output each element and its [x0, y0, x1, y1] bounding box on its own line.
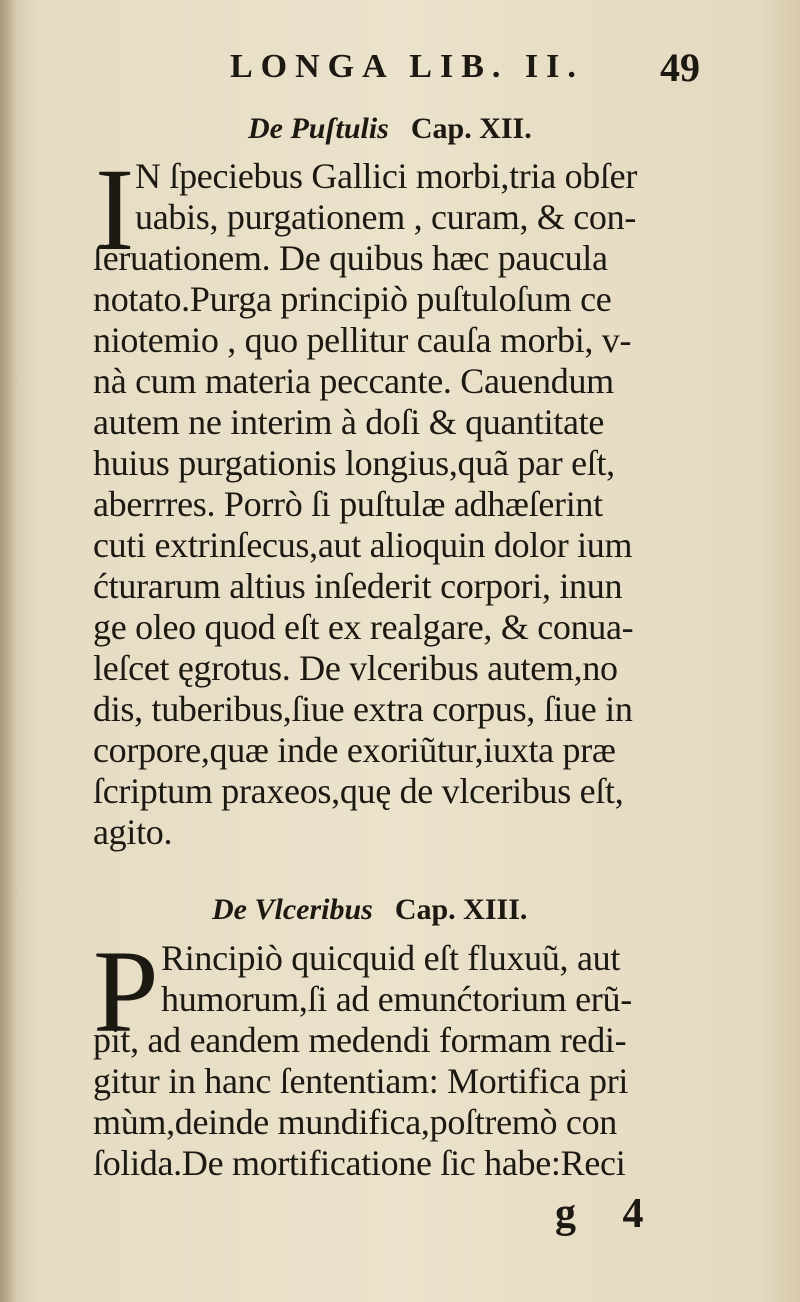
chapter-12-subject: De Puſtulis: [248, 112, 389, 145]
text-line: ćturarum altius inſederit corpori, inun: [93, 566, 623, 606]
chapter-12-text: [93, 144, 713, 853]
text-line: nà cum materia peccante. Cauendum: [93, 361, 614, 401]
text-line: uabis, purgationem , curam, & con-: [135, 197, 637, 237]
chapter-13-initial: P: [93, 926, 159, 1057]
text-line: aberrres. Porrò ſi puſtulæ adhæſerint: [93, 484, 603, 524]
text-line: gitur in hanc ſententiam: Mortifica pri: [93, 1061, 629, 1101]
text-line: ſolida.De mortificatione ſic habe:Reci: [93, 1143, 626, 1183]
chapter-12-number: Cap. XII.: [410, 112, 532, 145]
chapter-13-subject: De Vlceribus: [212, 893, 373, 926]
text-line: pit, ad eandem medendi formam redi-: [93, 1020, 627, 1060]
text-line: notato.Purga principiò puſtuloſum ce: [93, 279, 612, 319]
text-line: ſeruationem. De quibus hæc paucula: [93, 238, 608, 278]
page-number: 49: [660, 45, 700, 90]
text-line: autem ne interim à doſi & quantitate: [93, 402, 605, 442]
chapter-13-heading: [212, 893, 527, 927]
text-line: dis, tuberibus,ſiue extra corpus, ſiue in: [93, 689, 633, 729]
text-line: agito.: [93, 812, 173, 852]
text-line: ſcriptum praxeos,quę de vlceribus eſt,: [93, 771, 624, 811]
chapter-13-number: Cap. XIII.: [394, 893, 528, 926]
text-line: niotemio , quo pellitur cauſa morbi, v-: [93, 320, 632, 360]
text-line: humorum,ſi ad emunćtorium erũ-: [161, 979, 632, 1019]
signature-mark: g 4: [555, 1191, 662, 1237]
text-line: N ſpeciebus Gallici morbi,tria obſer: [135, 156, 638, 196]
running-head: [230, 40, 710, 100]
chapter-13-text: [93, 926, 713, 1184]
text-line: ge oleo quod eſt ex realgare, & conua-: [93, 607, 634, 647]
gutter-shadow: [0, 0, 18, 1302]
running-title: LONGA LIB. II.: [230, 48, 584, 85]
text-line: cuti extrinſecus,aut alioquin dolor ium: [93, 525, 633, 565]
chapter-12-heading: [248, 112, 532, 146]
chapter-12-initial: I: [95, 144, 135, 275]
text-line: huius purgationis longius,quã par eſt,: [93, 443, 615, 483]
text-line: Rincipiò quicquid eſt fluxuũ, aut: [161, 938, 621, 978]
text-line: leſcet ęgrotus. De vlceribus autem,no: [93, 648, 618, 688]
text-line: mùm,deinde mundifica,poſtremò con: [93, 1102, 617, 1142]
text-line: corpore,quæ inde exoriũtur,iuxta præ: [93, 730, 616, 770]
